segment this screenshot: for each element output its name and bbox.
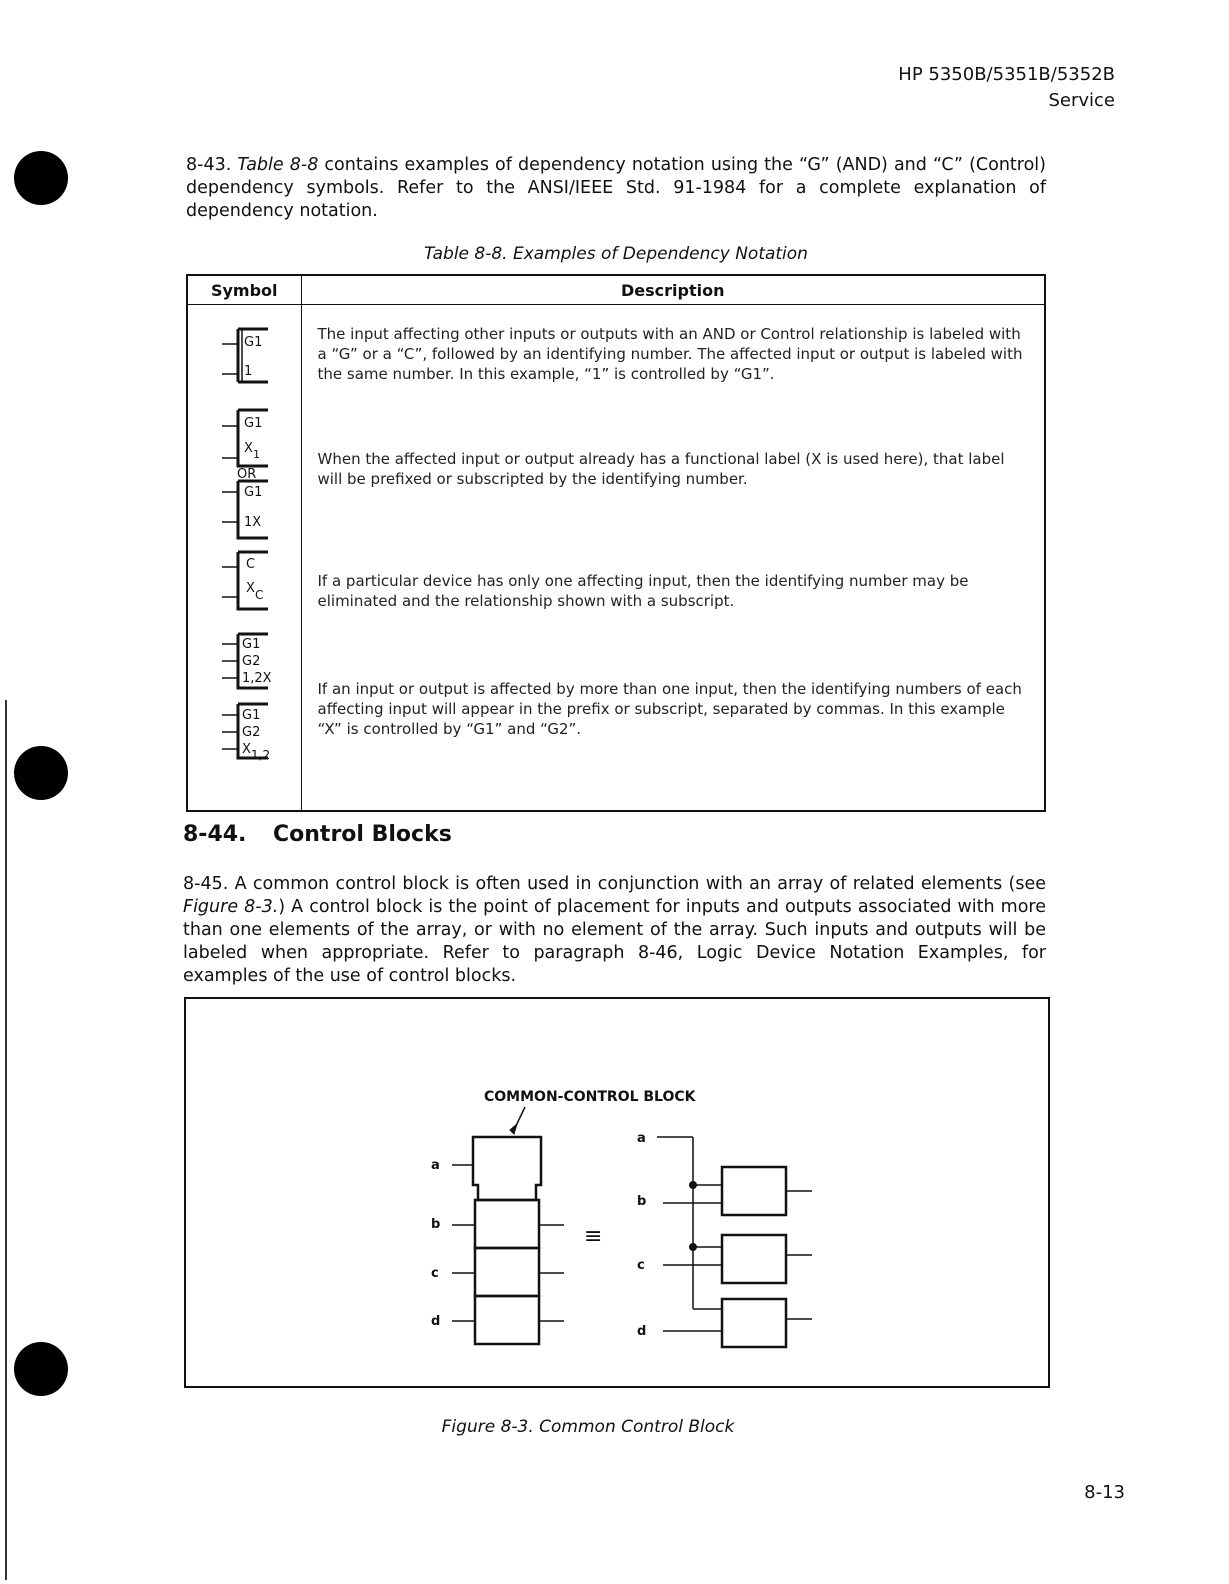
symbol-g1-g2-subscript: [222, 704, 270, 762]
sym4b-line1: G1: [242, 708, 261, 723]
sym1-bottom-label: 1: [244, 364, 253, 379]
description-row-1: The input affecting other inputs or outputs with an AND or Control relationship is labeled with a “G” or a “C”, followed by an identifying number. The affected input or output is labeled with the same number. In this example, “1” is controlled by “G1”.: [317, 325, 1023, 383]
description-row-4: If an input or output is affected by more than one input, then the identifying numbers of each affecting input will appear in the prefix or subscript, separated by commas. In this example “X” is controlled by “G1” and “G2”.: [317, 680, 1022, 738]
fig-left-input-c: c: [431, 1266, 439, 1281]
symbol-c-subscript: [222, 552, 268, 609]
figure-reference: Figure 8-3.: [183, 897, 279, 917]
sym2a-top-label: G1: [244, 416, 263, 431]
para-text-1: A common control block is often used in conjunction with an array of related elements (see: [234, 874, 1046, 894]
para-number: 8-43.: [186, 155, 232, 175]
fig-right-input-d: d: [637, 1324, 647, 1339]
sym4a-line1: G1: [242, 637, 261, 652]
sym4b-subscript: 1,2: [251, 748, 271, 762]
sym4a-line2: G2: [242, 654, 261, 669]
sym3-subscript: C: [255, 588, 264, 602]
fig-right-input-b: b: [637, 1194, 647, 1209]
paragraph-8-45: [183, 873, 1046, 988]
sym2a-x-label: X: [244, 441, 253, 456]
fig-left-input-d: d: [431, 1314, 441, 1329]
table-caption: Table 8-8. Examples of Dependency Notation: [424, 244, 808, 264]
description-row-2: When the affected input or output already has a functional label (X is used here), that label will be prefixed or subscripted by the identifying number.: [317, 450, 1005, 488]
section-heading: [183, 822, 452, 847]
punch-hole-middle: [14, 746, 68, 800]
figure-caption: Figure 8-3. Common Control Block: [441, 1417, 735, 1437]
sym2b-bottom-label: 1X: [244, 515, 262, 530]
fig-equivalence-symbol: ≡: [584, 1224, 603, 1249]
fig-right-input-a: a: [637, 1131, 646, 1146]
header-section: Service: [1048, 90, 1115, 111]
header-model: HP 5350B/5351B/5352B: [898, 64, 1115, 85]
sym4a-line3: 1,2X: [242, 671, 272, 686]
page-number: 8-13: [1084, 1482, 1125, 1503]
sym4b-x-label: X: [242, 742, 251, 757]
sym2b-top-label: G1: [244, 485, 263, 500]
punch-hole-bottom: [14, 1342, 68, 1396]
header-description: Description: [301, 275, 1045, 305]
fig-left-input-a: a: [431, 1158, 440, 1173]
para-number: 8-45.: [183, 874, 229, 894]
symbol-g1-prefix-1x: [222, 481, 268, 538]
symbol-g1-g2-prefix: [222, 634, 272, 688]
section-title: Control Blocks: [273, 822, 452, 847]
fig-left-input-b: b: [431, 1217, 441, 1232]
symbol-g1-x-subscript: [222, 410, 268, 466]
sym2a-subscript: 1: [253, 448, 260, 461]
paragraph-8-43: [186, 154, 1046, 223]
binding-edge: [5, 700, 7, 1580]
punch-hole-top: [14, 151, 68, 205]
section-number: 8-44.: [183, 822, 247, 847]
fig-right-input-c: c: [637, 1258, 645, 1273]
sym3-x-label: X: [246, 581, 255, 596]
para-text: contains examples of dependency notation using the “G” (AND) and “C” (Control) dependency symbols. Refer to the ANSI/IEEE Std. 91-1984 for a complete explanation of dependency notation.: [186, 155, 1046, 221]
dependency-table: [186, 274, 1046, 812]
header-symbol: Symbol: [187, 275, 301, 305]
para-text-2: ) A control block is the point of placement for inputs and outputs associated with more than one elements of the array, or with no element of the array. Such inputs and outputs will be labeled when appropriate. Refer to paragraph 8-46, Logic Device Notation Examples, for examples of the use of control blocks.: [183, 897, 1046, 986]
symbol-g1-controls-1: [222, 329, 268, 382]
symbol-column-drawings: [186, 274, 302, 784]
sym1-top-label: G1: [244, 335, 263, 350]
table-reference: Table 8-8: [237, 155, 319, 175]
fig-common-control-label: COMMON-CONTROL BLOCK: [484, 1089, 696, 1105]
common-control-block-diagram: [184, 997, 1046, 1384]
page-header: [898, 62, 1115, 114]
sym-or-label: OR: [237, 467, 257, 482]
description-row-3: If a particular device has only one affecting input, then the identifying number may be eliminated and the relationship shown with a subscript.: [317, 572, 969, 610]
sym3-top-label: C: [246, 557, 256, 572]
sym4b-line2: G2: [242, 725, 261, 740]
